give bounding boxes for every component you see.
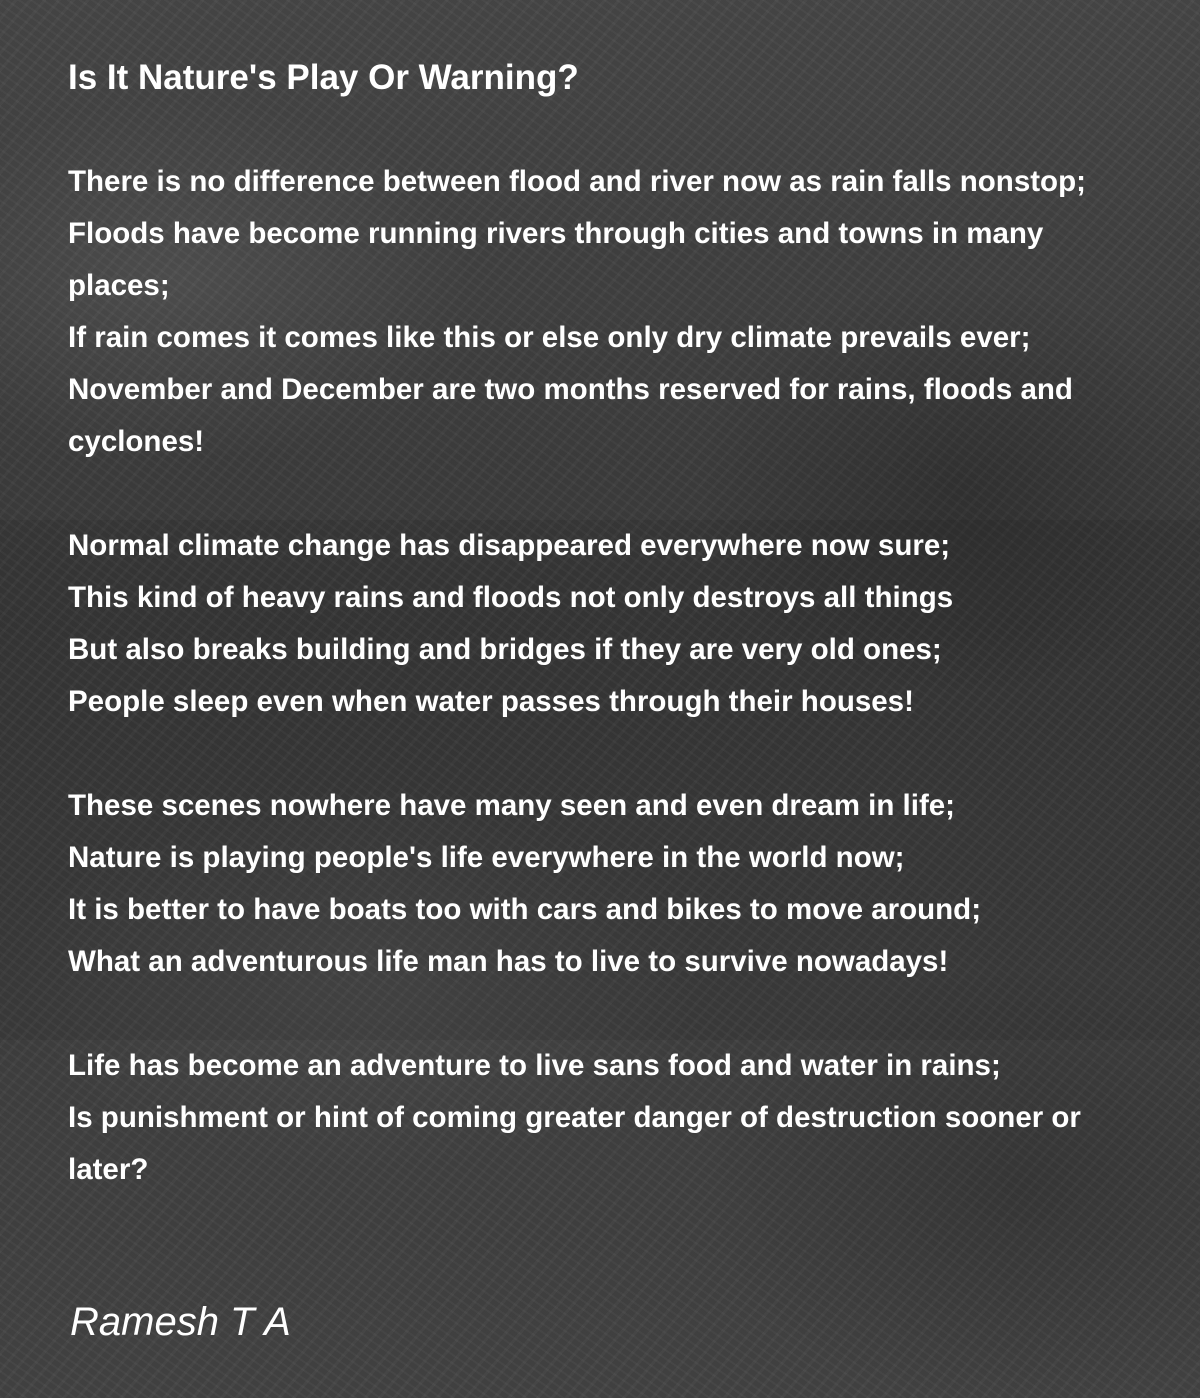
stanza-4 [68,1040,1148,1196]
stanza-3 [68,780,1148,988]
poem-line: November and December are two months reserved for rains, floods and cyclones! [68,373,1073,458]
poem-container [68,56,1148,1248]
poem-line: This kind of heavy rains and floods not only destroys all things [68,581,954,614]
poem-title: Is It Nature's Play Or Warning? [68,58,579,97]
poem-line: What an adventurous life man has to live to survive nowadays! [68,945,949,978]
poem-line: These scenes nowhere have many seen and even dream in life; [68,789,956,822]
poem-line: But also breaks building and bridges if they are very old ones; [68,633,942,666]
stanza-1 [68,156,1148,468]
poem-line: Normal climate change has disappeared everywhere now sure; [68,529,951,562]
poem-line: There is no difference between flood and river now as rain falls nonstop; [68,165,1086,198]
poem-line: Nature is playing people's life everywhere in the world now; [68,841,905,874]
poem-line: It is better to have boats too with cars and bikes to move around; [68,893,982,926]
poem-author: Ramesh T A [70,1300,291,1344]
poem-line: Life has become an adventure to live sans food and water in rains; [68,1049,1001,1082]
poem-line: Floods have become running rivers through cities and towns in many places; [68,217,1044,302]
poem-line: Is punishment or hint of coming greater danger of destruction sooner or later? [68,1101,1081,1186]
poem-line: People sleep even when water passes through their houses! [68,685,914,718]
stanza-2 [68,520,1148,728]
poem-line: If rain comes it comes like this or else only dry climate prevails ever; [68,321,1031,354]
